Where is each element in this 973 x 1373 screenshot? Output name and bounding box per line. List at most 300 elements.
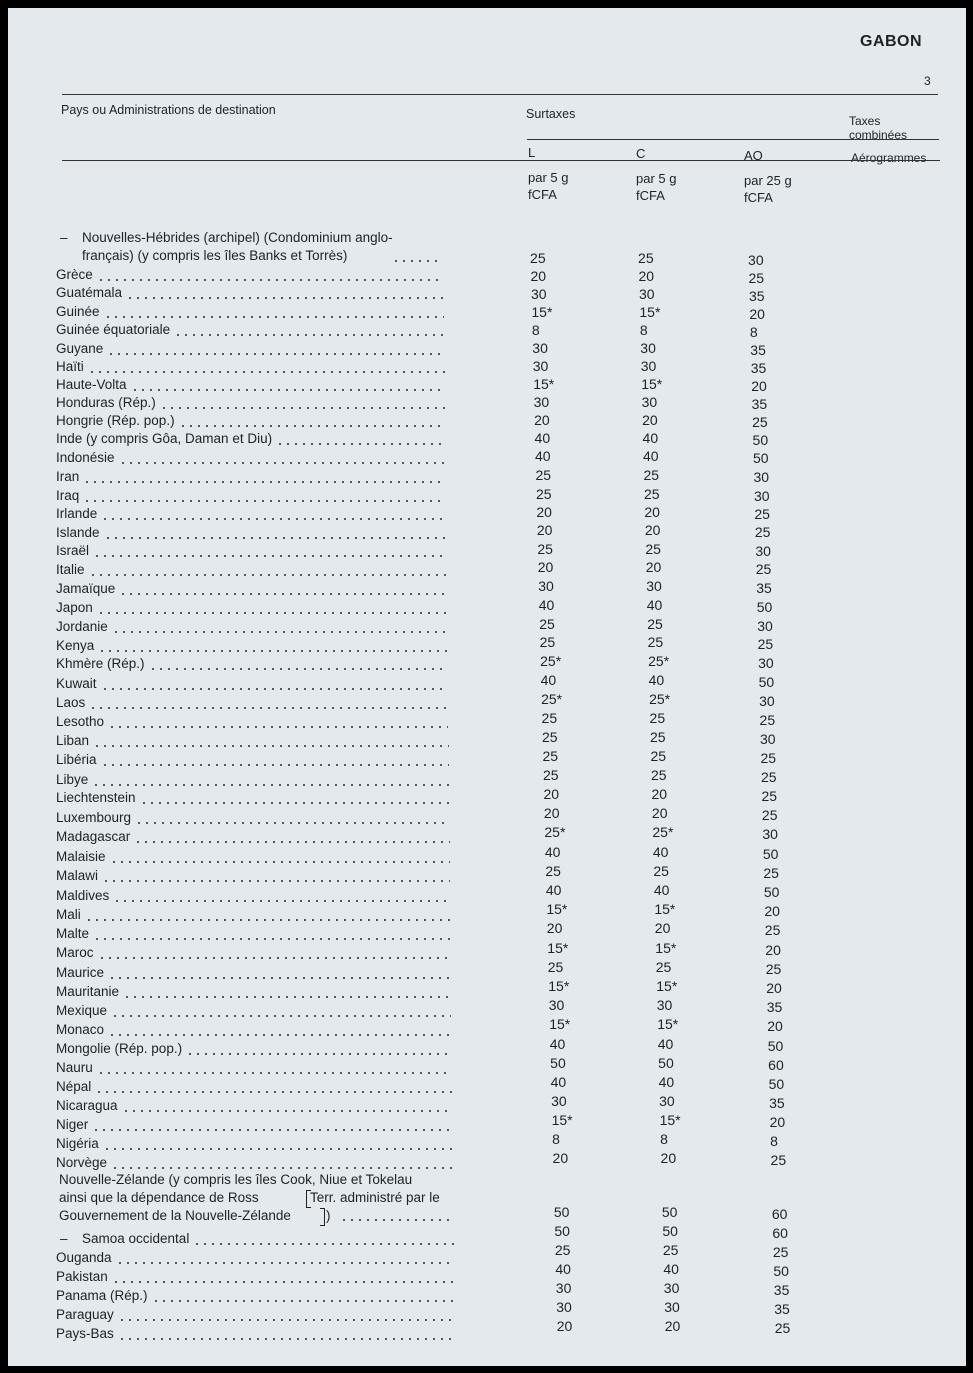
rate-l: 30 <box>551 1093 567 1109</box>
rate-ao: 25 <box>761 788 778 804</box>
country-name: Paraguay <box>56 1307 114 1322</box>
rate-c: 15* <box>641 376 663 392</box>
rate-ao: 50 <box>758 674 775 690</box>
dot-leader <box>174 334 444 336</box>
rate-c: 25 <box>638 250 654 266</box>
rate-l: 25 <box>539 634 556 650</box>
rate-ao: 50 <box>756 599 773 615</box>
rate-ao: 20 <box>751 378 767 394</box>
rate-l: 25 <box>541 710 558 726</box>
country-name: Kenya <box>56 638 95 653</box>
rate-l: 25 <box>554 1242 571 1258</box>
rate-c: 30 <box>659 1093 675 1109</box>
country-name: Mexique <box>56 1003 108 1018</box>
rate-ao: 35 <box>774 1301 790 1317</box>
rate-c: 30 <box>638 286 655 302</box>
country-name: Liban <box>56 733 90 748</box>
country-name: Malawi <box>56 868 99 883</box>
rate-ao: 25 <box>765 961 782 977</box>
country-name: Mauritanie <box>56 984 120 999</box>
rate-l: 40 <box>535 448 551 464</box>
rate-ao: 25 <box>761 807 778 823</box>
header-rule-top <box>62 94 938 95</box>
country-title: GABON <box>860 33 923 50</box>
rate-c: 25 <box>649 710 666 726</box>
rate-c: 40 <box>648 672 665 688</box>
rate-ao: 25 <box>763 865 779 881</box>
rate-ao: 35 <box>750 360 767 376</box>
rate-c: 30 <box>640 340 656 356</box>
rate-l: 20 <box>543 786 560 802</box>
unit-c-line1: par 5 g <box>636 171 677 186</box>
country-name: Mongolie (Rép. pop.) <box>56 1041 183 1056</box>
rate-ao: 30 <box>762 826 778 842</box>
rate-ao: 30 <box>755 543 771 559</box>
dot-leader <box>111 1167 453 1169</box>
rate-c: 15* <box>656 978 678 994</box>
rate-l: 20 <box>556 1318 573 1334</box>
dot-leader <box>101 688 449 690</box>
dot-leader <box>85 919 451 921</box>
rate-l: 30 <box>532 340 548 356</box>
row-dash: – <box>60 1231 68 1246</box>
dot-leader <box>118 1319 455 1321</box>
rate-ao: 60 <box>768 1057 784 1073</box>
rate-ao: 8 <box>749 324 758 340</box>
dot-leader <box>97 279 444 281</box>
rate-l: 25 <box>542 729 558 745</box>
dot-leader <box>104 316 445 318</box>
rate-l: 15* <box>533 376 555 392</box>
rate-l: 25 <box>545 863 561 879</box>
rate-l: 30 <box>532 358 549 374</box>
rate-ao: 50 <box>753 450 769 466</box>
rate-l: 20 <box>537 559 554 575</box>
rate-l: 15* <box>549 1016 571 1032</box>
rate-c: 15* <box>655 940 677 956</box>
rate-l: 25 <box>539 616 555 632</box>
rate-ao: 35 <box>756 580 772 596</box>
rate-l: 40 <box>545 882 562 898</box>
country-name: Islande <box>56 525 100 540</box>
dot-leader <box>160 407 445 409</box>
rate-l: 20 <box>530 268 547 284</box>
rate-c: 25 <box>643 467 660 483</box>
rate-ao: 20 <box>765 942 781 958</box>
dot-leader <box>93 938 451 940</box>
rate-ao: 30 <box>753 469 770 485</box>
country-name-cont: Terr. administré par le <box>310 1190 440 1205</box>
country-name: Haute-Volta <box>56 377 127 392</box>
rate-c: 30 <box>646 578 662 594</box>
col-ao-header: AO <box>744 148 763 163</box>
dot-leader <box>101 764 449 766</box>
rate-ao: 25 <box>774 1320 791 1336</box>
country-name-cont: ainsi que la dépendance de Ross <box>59 1190 259 1205</box>
country-name: Maldives <box>56 888 110 903</box>
rate-l: 30 <box>556 1299 572 1315</box>
rate-c: 25 <box>645 541 661 557</box>
rate-l: 50 <box>550 1055 566 1071</box>
col-l-header: L <box>528 145 536 160</box>
rate-ao: 30 <box>757 618 773 634</box>
rate-l: 20 <box>536 522 553 538</box>
rate-ao: 25 <box>760 750 777 766</box>
dot-leader <box>83 481 446 483</box>
rate-c: 40 <box>657 1036 674 1052</box>
rate-c: 20 <box>644 504 660 520</box>
rate-c: 40 <box>642 430 659 446</box>
rate-l: 50 <box>553 1204 570 1220</box>
country-name: Niger <box>56 1117 89 1132</box>
country-name: Iran <box>56 469 80 484</box>
rate-l: 40 <box>534 430 551 446</box>
dot-leader <box>112 1281 454 1283</box>
country-name: Grèce <box>56 267 93 282</box>
country-name: Japon <box>56 600 93 615</box>
rate-ao: 35 <box>750 342 766 358</box>
country-name: Luxembourg <box>56 810 132 825</box>
rate-ao: 25 <box>772 1244 789 1260</box>
country-name: Haïti <box>56 359 84 374</box>
rate-ao: 50 <box>763 884 780 900</box>
rate-ao: 30 <box>748 252 764 268</box>
rate-c: 25* <box>648 653 670 669</box>
country-name: Guinée <box>56 304 100 319</box>
country-name: Panama (Rép.) <box>56 1288 148 1303</box>
rate-ao: 50 <box>773 1263 789 1279</box>
rate-ao: 20 <box>769 1114 786 1130</box>
rate-ao: 30 <box>753 488 770 504</box>
dot-leader <box>92 1129 452 1131</box>
rate-c: 25 <box>650 767 667 783</box>
rate-c: 25 <box>653 863 669 879</box>
dot-leader <box>107 353 444 355</box>
dot-leader <box>193 1243 453 1245</box>
dot-leader <box>102 880 450 882</box>
country-name: Khmère (Rép.) <box>56 656 145 671</box>
rate-l: 15* <box>531 304 553 320</box>
rate-l: 20 <box>534 412 550 428</box>
rate-c: 20 <box>660 1150 677 1166</box>
country-name: Irlande <box>56 506 98 521</box>
rate-c: 20 <box>651 805 668 821</box>
dot-leader <box>97 612 448 614</box>
bracket-open <box>306 1190 311 1208</box>
country-name: Malte <box>56 926 90 941</box>
dot-leader <box>93 555 447 557</box>
rate-l: 30 <box>530 286 547 302</box>
dot-leader <box>119 593 447 595</box>
country-name: Maurice <box>56 965 105 980</box>
dot-leader <box>111 1015 451 1017</box>
rate-c: 20 <box>638 268 655 284</box>
aerogrammes-header: Aérogrammes <box>851 151 927 165</box>
rate-l: 15* <box>548 978 570 994</box>
rate-l: 25 <box>542 767 559 783</box>
rate-c: 20 <box>645 559 662 575</box>
dot-leader <box>126 297 444 299</box>
rate-ao: 50 <box>762 846 779 862</box>
rate-c: 25* <box>652 824 674 840</box>
country-name: Libéria <box>56 752 97 767</box>
rate-l: 40 <box>550 1074 567 1090</box>
rate-ao: 25 <box>752 414 768 430</box>
country-name: Nigéria <box>56 1136 99 1151</box>
country-name: Italie <box>56 562 85 577</box>
rate-l: 25 <box>535 486 552 502</box>
rate-ao: 25 <box>755 561 772 577</box>
unit-ao-line2: fCFA <box>744 190 773 205</box>
country-name: Monaco <box>56 1022 105 1037</box>
rate-ao: 20 <box>766 980 782 996</box>
rate-ao: 20 <box>767 1018 783 1034</box>
country-name: Iraq <box>56 488 80 503</box>
document-page <box>8 8 966 1366</box>
dot-leader <box>123 996 451 998</box>
rate-l: 20 <box>543 805 560 821</box>
rate-ao: 35 <box>773 1282 790 1298</box>
dot-leader <box>134 841 449 843</box>
rate-c: 30 <box>656 997 673 1013</box>
rate-c: 25 <box>655 959 672 975</box>
rate-l: 40 <box>538 597 555 613</box>
country-name: Népal <box>56 1079 92 1094</box>
rate-ao: 60 <box>772 1225 788 1241</box>
rate-ao: 25 <box>770 1152 787 1168</box>
rate-ao: 20 <box>764 903 780 919</box>
rate-ao: 25 <box>754 506 770 522</box>
country-name: Guatémala <box>56 285 123 300</box>
rate-c: 15* <box>639 304 661 320</box>
rate-l: 30 <box>533 394 550 410</box>
dot-leader <box>116 1262 454 1264</box>
dot-leader <box>135 822 449 824</box>
dot-leader <box>108 726 448 728</box>
rate-c: 25 <box>650 748 667 764</box>
col-c-header: C <box>636 146 646 161</box>
dot-leader <box>95 1091 452 1093</box>
rate-l: 25 <box>530 250 546 266</box>
country-name-cont: français) (y compris les îles Banks et Torrès) <box>82 248 348 263</box>
rate-c: 8 <box>639 322 648 338</box>
rate-c: 50 <box>661 1204 678 1220</box>
bracket-close <box>320 1208 325 1226</box>
unit-ao-line1: par 25 g <box>744 173 792 188</box>
taxes-combinees-header: Taxes combinées <box>849 114 908 142</box>
country-name: Inde (y compris Gôa, Daman et Diu) <box>56 431 273 446</box>
country-name: Lesotho <box>56 714 105 729</box>
country-name: Laos <box>56 695 86 710</box>
dot-leader <box>110 861 450 863</box>
rate-ao: 60 <box>771 1206 788 1222</box>
dot-leader <box>89 707 448 709</box>
rate-l: 25* <box>544 824 566 840</box>
rate-c: 50 <box>662 1223 678 1239</box>
rate-l: 15* <box>546 901 568 917</box>
dot-leader <box>340 1219 454 1221</box>
rate-c: 20 <box>654 920 671 936</box>
dot-leader <box>152 1300 455 1302</box>
page-number: 3 <box>924 74 931 88</box>
rate-c: 30 <box>664 1299 680 1315</box>
rate-ao: 50 <box>767 1038 784 1054</box>
header-rule-bottom <box>62 160 940 161</box>
dot-leader <box>98 650 447 652</box>
dot-leader <box>131 389 446 391</box>
rate-l: 25 <box>547 959 564 975</box>
rate-c: 25 <box>647 634 664 650</box>
rate-l: 30 <box>538 578 554 594</box>
rate-l: 40 <box>555 1261 571 1277</box>
rate-l: 15* <box>547 940 569 956</box>
rate-c: 40 <box>663 1261 679 1277</box>
dot-leader <box>113 900 450 902</box>
rate-l: 8 <box>552 1131 560 1147</box>
rate-c: 20 <box>642 412 658 428</box>
country-name: Mali <box>56 907 81 922</box>
rate-ao: 35 <box>769 1095 785 1111</box>
surtaxes-rule <box>527 139 939 140</box>
dot-leader <box>97 1072 452 1074</box>
rate-ao: 8 <box>770 1133 778 1149</box>
dot-leader <box>108 1034 452 1036</box>
rate-l: 25* <box>541 691 563 707</box>
dot-leader <box>92 784 449 786</box>
rate-c: 20 <box>644 522 661 538</box>
dot-leader <box>118 1338 455 1340</box>
country-name-cont: ) <box>326 1208 331 1223</box>
rate-ao: 35 <box>751 396 768 412</box>
rate-c: 40 <box>646 597 663 613</box>
rate-c: 25* <box>649 691 671 707</box>
country-name: Jordanie <box>56 619 108 634</box>
rate-l: 20 <box>552 1150 569 1166</box>
dot-leader <box>88 371 445 373</box>
dot-leader <box>104 537 447 539</box>
unit-l-line1: par 5 g <box>528 170 569 185</box>
country-name: Pakistan <box>56 1269 108 1284</box>
country-name: Liechtenstein <box>56 790 136 805</box>
rate-ao: 30 <box>758 655 774 671</box>
country-name-cont: Gouvernement de la Nouvelle-Zélande <box>59 1208 291 1223</box>
rate-l: 25 <box>535 467 552 483</box>
unit-c-line2: fCFA <box>636 188 665 203</box>
country-name: Israël <box>56 543 90 558</box>
rate-c: 25 <box>650 729 666 745</box>
rate-c: 40 <box>652 844 669 860</box>
rate-l: 50 <box>554 1223 570 1239</box>
country-name: Malaisie <box>56 849 106 864</box>
rate-ao: 25 <box>754 524 771 540</box>
rate-ao: 25 <box>764 922 781 938</box>
rate-l: 25* <box>540 653 562 669</box>
rate-c: 15* <box>659 1112 681 1128</box>
country-name: Indonésie <box>56 450 115 465</box>
country-name: Nouvelles-Hébrides (archipel) (Condominium anglo- <box>82 230 393 245</box>
country-name: Ouganda <box>56 1250 112 1265</box>
dot-leader <box>98 957 451 959</box>
dot-leader <box>112 631 448 633</box>
dot-leader <box>101 518 446 520</box>
dot-leader <box>392 260 440 262</box>
rate-c: 40 <box>653 882 670 898</box>
rate-c: 30 <box>663 1280 680 1296</box>
rate-c: 25 <box>662 1242 679 1258</box>
country-name: Madagascar <box>56 829 131 844</box>
rate-ao: 30 <box>760 731 776 747</box>
rate-l: 30 <box>548 997 565 1013</box>
rate-ao: 25 <box>757 636 774 652</box>
rate-c: 25 <box>643 486 660 502</box>
rate-l: 40 <box>544 844 561 860</box>
rate-c: 15* <box>657 1016 679 1032</box>
rate-l: 8 <box>531 322 540 338</box>
country-name: Nouvelle-Zélande (y compris les îles Cook, Niue et Tokelau <box>59 1172 413 1187</box>
country-name: Samoa occidental <box>82 1231 190 1246</box>
dot-leader <box>122 1110 453 1112</box>
dot-leader <box>103 1148 453 1150</box>
rate-c: 15* <box>654 901 676 917</box>
rate-ao: 20 <box>749 306 765 322</box>
rate-c: 20 <box>664 1318 681 1334</box>
country-name: Guyane <box>56 341 104 356</box>
country-name: Nicaragua <box>56 1098 118 1113</box>
rate-c: 20 <box>651 786 668 802</box>
dot-leader <box>83 500 446 502</box>
rate-ao: 35 <box>766 999 783 1015</box>
country-name: Pays-Bas <box>56 1326 114 1341</box>
dot-leader <box>276 443 446 445</box>
rate-c: 30 <box>641 394 658 410</box>
rate-l: 25 <box>537 541 553 557</box>
country-name: Jamaïque <box>56 581 116 596</box>
rate-ao: 25 <box>759 712 776 728</box>
country-name: Hongrie (Rép. pop.) <box>56 413 175 428</box>
rate-l: 20 <box>536 504 552 520</box>
rate-ao: 35 <box>748 288 765 304</box>
destination-column-header: Pays ou Administrations de destination <box>61 103 276 117</box>
dot-leader <box>89 574 447 576</box>
surtaxes-header: Surtaxes <box>526 107 576 121</box>
rate-ao: 25 <box>748 270 765 286</box>
rate-c: 30 <box>640 358 657 374</box>
dot-leader <box>93 745 449 747</box>
country-name: Kuwait <box>56 676 97 691</box>
country-name: Norvège <box>56 1155 108 1170</box>
rate-ao: 50 <box>752 432 769 448</box>
country-name: Libye <box>56 772 89 787</box>
dot-leader <box>149 668 448 670</box>
dot-leader <box>179 425 446 427</box>
rate-c: 40 <box>643 448 659 464</box>
rate-c: 50 <box>658 1055 674 1071</box>
dot-leader <box>186 1053 452 1055</box>
dot-leader <box>119 462 446 464</box>
country-name: Guinée équatoriale <box>56 322 171 337</box>
rate-l: 30 <box>555 1280 572 1296</box>
rate-l: 40 <box>540 672 557 688</box>
country-name: Nauru <box>56 1060 93 1075</box>
rate-ao: 25 <box>760 769 777 785</box>
rate-c: 25 <box>647 616 663 632</box>
dot-leader <box>140 802 450 804</box>
rate-ao: 30 <box>759 693 775 709</box>
rate-ao: 50 <box>768 1076 785 1092</box>
rate-l: 25 <box>542 748 559 764</box>
country-name: Maroc <box>56 945 94 960</box>
unit-l-line2: fCFA <box>528 187 557 202</box>
